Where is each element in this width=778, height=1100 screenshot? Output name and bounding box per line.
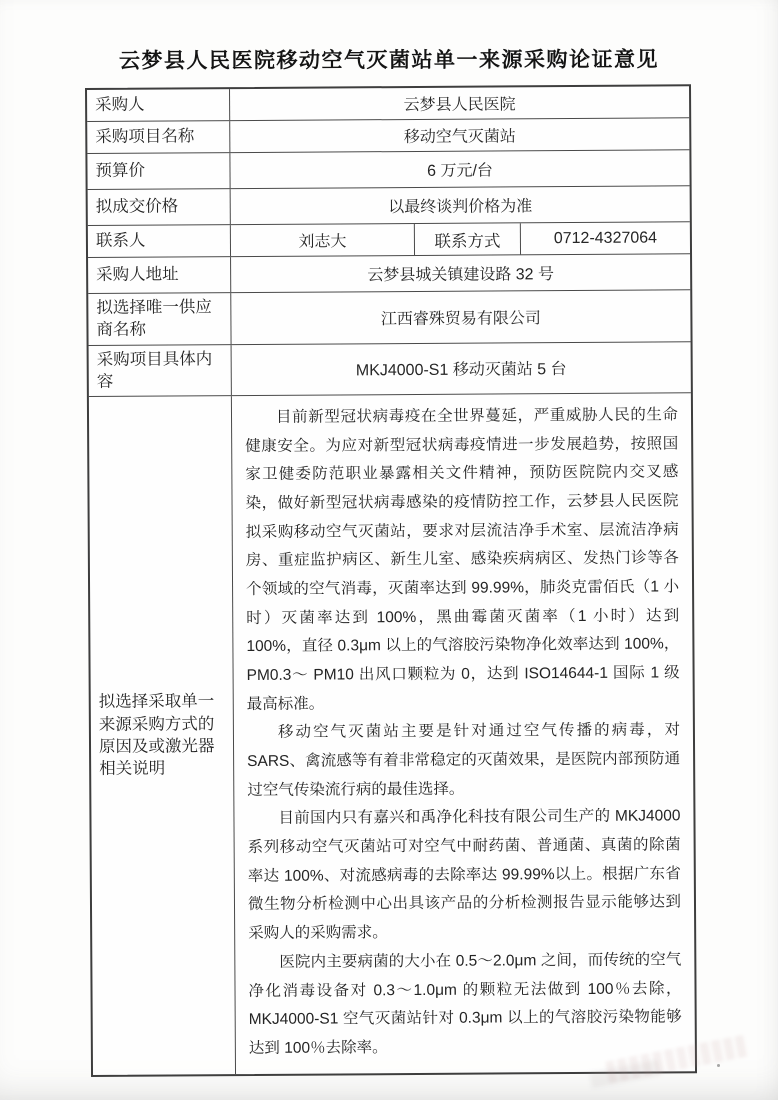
procurement-info-table: [85, 84, 697, 1076]
row-label: 预算价: [95, 161, 146, 181]
row-label: 采购项目具体内容: [96, 349, 213, 391]
table-row-contact: [88, 221, 690, 257]
reason-paragraph-4: 医院内主要病菌的大小在 0.5～2.0μm 之间，而传统的空气净化消毒设备对 0.3～1.0μm 的颗粒无法做到 100％去除，MKJ4000-S1 空气灭菌站针对 0.3μm 以上的气溶胶污染物能够达到 100％去除率。: [248, 951, 682, 1057]
contact-method-label: 联系方式: [414, 223, 520, 255]
row-label: 采购人: [95, 95, 145, 115]
table-row-supplier: [88, 289, 690, 344]
table-row-budget-price: [87, 149, 689, 189]
row-value: 云梦县城关镇建设路 32 号: [230, 254, 690, 292]
row-value: MKJ4000-S1 移动灭菌站 5 台: [231, 342, 691, 395]
row-value: 江西睿殊贸易有限公司: [230, 290, 690, 343]
row-label: 拟成交价格: [95, 197, 179, 217]
reason-paragraph-3: 目前国内只有嘉兴和禹净化科技有限公司生产的 MKJ4000 系列移动空气灭菌站可对空气中耐药菌、普通菌、真菌的除菌率达 100%、对流感病毒的去除率达 99.99%以上。根据广东省微生物分析检测中心出具该产品的分析检测报告显示能够达到采购人的采购需求。: [247, 807, 682, 943]
row-label: 联系人: [95, 231, 146, 251]
reason-paragraph-2: 移动空气灭菌站主要是针对通过空气传播的病毒，对 SARS、禽流感等有着非常稳定的灭菌效果，是医院内部预防通过空气传染流行病的最佳选择。: [247, 721, 681, 799]
row-value: 以最终谈判价格为准: [230, 186, 690, 224]
contact-name: 刘志大: [230, 224, 414, 256]
table-row-deal-price: [88, 185, 690, 225]
row-label: 拟选择唯一供应商名称: [96, 298, 212, 340]
row-value: 6 万元/台: [229, 150, 689, 188]
table-row-reason: [89, 392, 695, 1074]
row-label: 采购项目名称: [95, 127, 195, 147]
row-value: 云梦县人民医院: [229, 86, 689, 120]
scan-speck: [717, 1064, 720, 1067]
reason-label: 拟选择采取单一来源采购方式的原因及或激光器相关说明: [98, 692, 215, 778]
reason-text: [231, 393, 695, 1073]
row-value: 移动空气灭菌站: [229, 118, 689, 152]
table-row-address: [88, 253, 690, 293]
document-title: 云梦县人民医院移动空气灭菌站单一来源采购论证意见: [118, 48, 660, 73]
contact-phone: 0712-4327064: [520, 222, 690, 254]
row-label: 采购人地址: [96, 265, 179, 285]
table-row-project-content: [89, 341, 691, 396]
table-row-purchaser: [87, 86, 689, 121]
reason-paragraph-1: 目前新型冠状病毒疫在全世界蔓延，严重威胁人民的生命健康安全。为应对新型冠状病毒疫情进一步发展趋势，按照国家卫健委防范职业暴露相关文件精神，预防医院院内交叉感染，做好新型冠状病毒感染的疫情防控工作，云梦县人民医院拟采购移动空气灭菌站，要求对层流洁净手术室、层流洁净病房、重症监护病区、新生儿室、感染疾病病区、发热门诊等各个领域的空气消毒，灭菌率达到 99.99%，肺炎克雷佰氏（1 小时）灭菌率达到 100%，黑曲霉菌灭菌率（1 小时）达到 100%，直径 0.3μm 以上的气溶胶污染物净化效率达到 100%，PM0.3～ PM10 出风口颗粒为 0，达到 ISO14644-1 国际 1 级最高标准。: [245, 406, 680, 713]
table-row-project-name: [87, 117, 689, 153]
